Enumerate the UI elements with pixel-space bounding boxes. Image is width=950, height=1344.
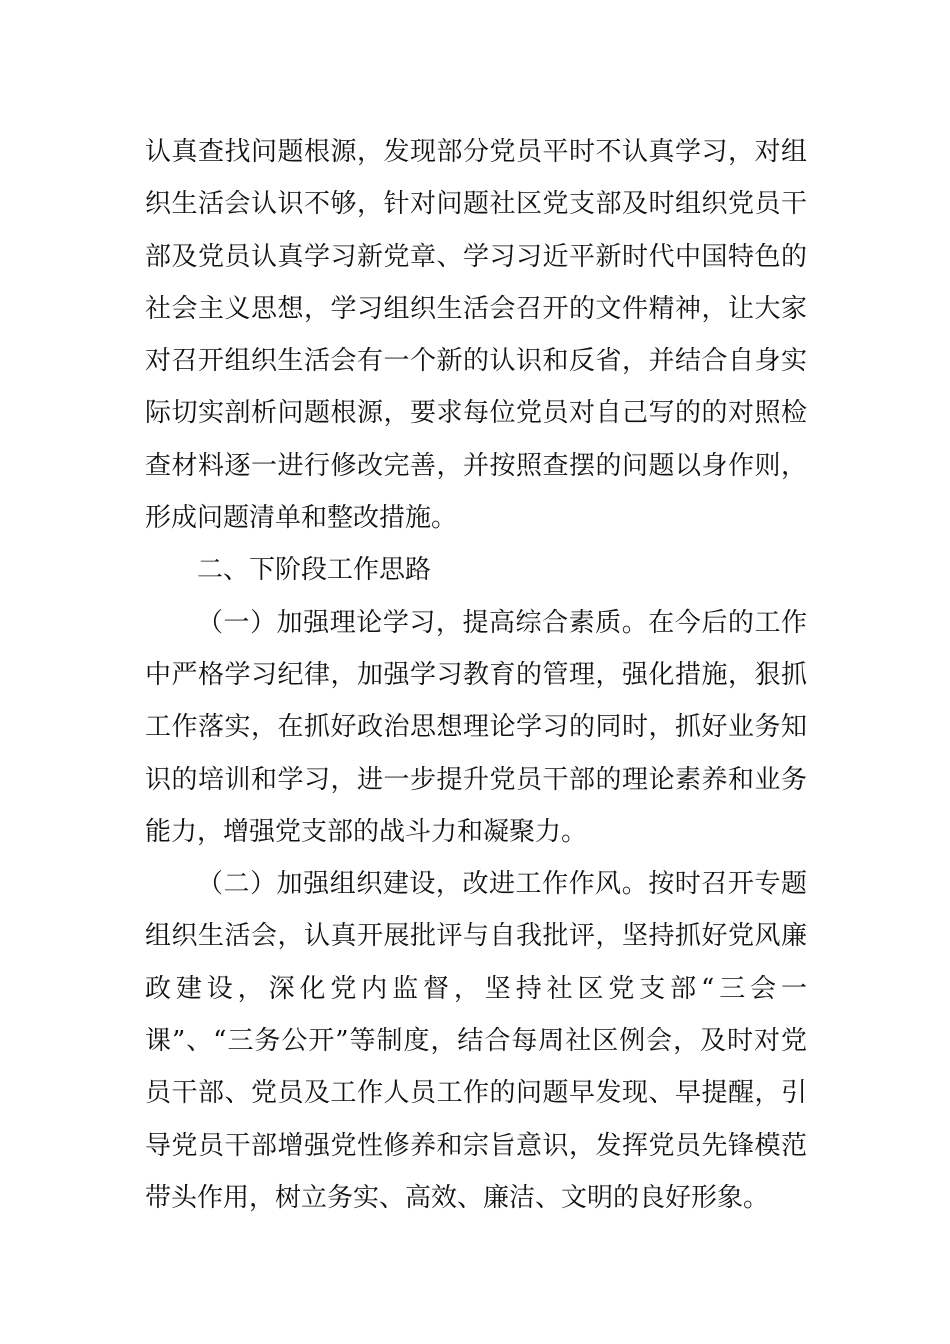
paragraph-item-1: （一）加强理论学习，提高综合素质。在今后的工作中严格学习纪律，加强学习教育的管理，强化措施，狠抓工作落实，在抓好政治思想理论学习的同时，抓好业务知识的培训和学习，进一步提升党员干部的理论素养和业务能力，增强党支部的战斗力和凝聚力。	[145, 607, 807, 847]
paragraph-item-2: （二）加强组织建设，改进工作作风。按时召开专题组织生活会，认真开展批评与自我批评，坚持抓好党风廉政建设，深化党内监督，坚持社区党支部“三会一课”、“三务公开”等制度，结合每周社区例会，及时对党员干部、党员及工作人员工作的问题早发现、早提醒，引导党员干部增强党性修养和宗旨意识，发挥党员先锋模范带头作用，树立务实、高效、廉洁、文明的良好形象。	[145, 869, 807, 1213]
document-body	[145, 126, 807, 1224]
paragraph-continuation: 认真查找问题根源，发现部分党员平时不认真学习，对组织生活会认识不够，针对问题社区党支部及时组织党员干部及党员认真学习新党章、学习习近平新时代中国特色的社会主义思想，学习组织生活会召开的文件精神，让大家对召开组织生活会有一个新的认识和反省，并结合自身实际切实剖析问题根源，要求每位党员对自己写的的对照检查材料逐一进行修改完善，并按照查摆的问题以身作则，形成问题清单和整改措施。	[145, 137, 807, 534]
section-heading: 二、下阶段工作思路	[197, 555, 432, 586]
